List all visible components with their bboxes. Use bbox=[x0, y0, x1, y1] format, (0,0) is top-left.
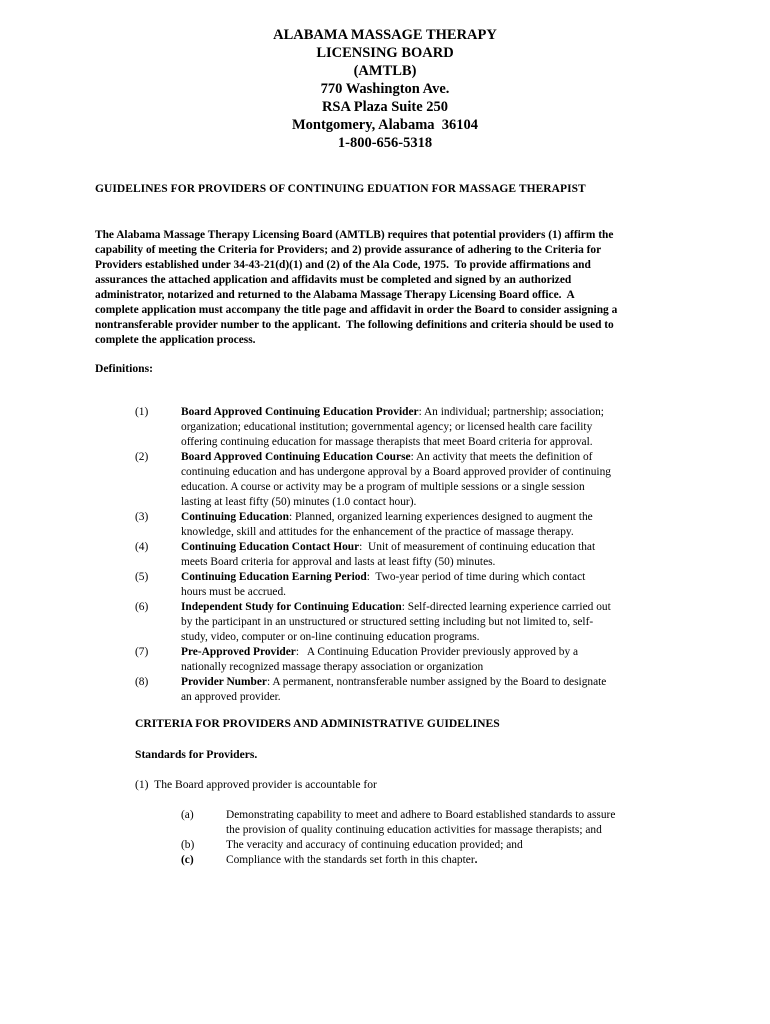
definition-text: : Planned, organized learning experiences designed to augment the bbox=[288, 511, 593, 523]
definition-term: Continuing Education Contact Hour bbox=[181, 541, 360, 553]
definition-item bbox=[0, 675, 770, 705]
definition-number: (2) bbox=[135, 451, 149, 463]
sub-item bbox=[0, 808, 770, 838]
standard-sub-list bbox=[0, 808, 770, 868]
header-line: ALABAMA MASSAGE THERAPY bbox=[273, 27, 497, 43]
definition-line: nationally recognized massage therapy association or organization bbox=[181, 661, 484, 673]
definition-line: hours must be accrued. bbox=[181, 586, 287, 598]
definition-item bbox=[0, 405, 770, 450]
standard-item: (1) The Board approved provider is accountable for bbox=[135, 778, 377, 791]
definition-item bbox=[0, 600, 770, 645]
header-line: (AMTLB) bbox=[353, 63, 417, 79]
definition-term: Independent Study for Continuing Education bbox=[181, 601, 402, 613]
definition-term: Board Approved Continuing Education Provider bbox=[181, 406, 419, 418]
header-line: RSA Plaza Suite 250 bbox=[321, 99, 449, 115]
definition-item bbox=[0, 510, 770, 540]
intro-line: The Alabama Massage Therapy Licensing Board (AMTLB) requires that potential providers (1) affirm the bbox=[95, 229, 614, 241]
sub-item-line: the provision of quality continuing education activities for massage therapists; and bbox=[226, 824, 602, 836]
header-line: Montgomery, Alabama 36104 bbox=[291, 117, 479, 133]
definition-term: Continuing Education bbox=[181, 511, 289, 523]
definition-line: study, video, computer or on-line continuing education programs. bbox=[181, 631, 480, 643]
sub-item bbox=[0, 853, 770, 868]
definition-line: education. A course or activity may be a program of multiple sessions or a single session bbox=[181, 481, 585, 493]
standards-heading: Standards for Providers. bbox=[135, 748, 258, 761]
sub-item-line: The veracity and accuracy of continuing education provided; and bbox=[226, 839, 523, 851]
definition-number: (4) bbox=[135, 541, 149, 553]
header-line: LICENSING BOARD bbox=[316, 45, 454, 61]
intro-line: administrator, notarized and returned to the Alabama Massage Therapy Licensing Board office. A bbox=[95, 289, 575, 301]
sub-item-line: Demonstrating capability to meet and adhere to Board established standards to assure bbox=[226, 809, 616, 821]
definition-term: Continuing Education Earning Period bbox=[181, 571, 367, 583]
definition-line: lasting at least fifty (50) minutes (1.0 contact hour). bbox=[181, 496, 417, 508]
definition-term: Board Approved Continuing Education Course bbox=[181, 451, 411, 463]
intro-line: capability of meeting the Criteria for Providers; and 2) provide assurance of adhering to the Criteria for bbox=[95, 244, 602, 256]
definition-item bbox=[0, 570, 770, 600]
definition-text: : A Continuing Education Provider previously approved by a bbox=[295, 646, 579, 658]
intro-line: Providers established under 34-43-21(d)(1) and (2) of the Ala Code, 1975. To provide affirmations and bbox=[95, 259, 591, 271]
definition-text: : Two-year period of time during which contact bbox=[366, 571, 586, 583]
definitions-heading: Definitions: bbox=[95, 362, 153, 375]
definition-term: Pre-Approved Provider bbox=[181, 646, 296, 658]
definitions-list bbox=[0, 405, 770, 705]
intro-line: complete application must accompany the title page and affidavit in order the Board to consider assigning a bbox=[95, 304, 618, 316]
sub-item-line: Compliance with the standards set forth in this chapter bbox=[226, 854, 475, 866]
guidelines-title: GUIDELINES FOR PROVIDERS OF CONTINUING EDUATION FOR MASSAGE THERAPIST bbox=[95, 183, 586, 195]
definition-number: (5) bbox=[135, 571, 149, 583]
definition-number: (3) bbox=[135, 511, 149, 523]
sub-item-letter: (b) bbox=[181, 839, 195, 851]
definition-text: : Self-directed learning experience carried out bbox=[401, 601, 611, 613]
sub-item-letter: (c) bbox=[181, 854, 194, 866]
definition-line: knowledge, skill and attitudes for the enhancement of the practice of massage therapy. bbox=[181, 526, 574, 538]
definition-line: continuing education and has undergone approval by a Board approved provider of continuing bbox=[181, 466, 611, 478]
definition-item bbox=[0, 540, 770, 570]
sub-item bbox=[0, 838, 770, 853]
intro-line: assurances the attached application and affidavits must be completed and signed by an authorized bbox=[95, 274, 572, 286]
definition-text: : An individual; partnership; association; bbox=[418, 406, 604, 418]
sub-item-letter: (a) bbox=[181, 809, 194, 821]
header-line: 770 Washington Ave. bbox=[320, 81, 450, 97]
definition-number: (1) bbox=[135, 406, 149, 418]
definition-number: (7) bbox=[135, 646, 149, 658]
definition-line: by the participant in an unstructured or structured setting including but not limited to, self- bbox=[181, 616, 594, 628]
intro-line: nontransferable provider number to the applicant. The following definitions and criteria should be used to bbox=[95, 319, 614, 331]
definition-line: offering continuing education for massage therapists that meet Board criteria for approval. bbox=[181, 436, 593, 448]
definition-line: organization; educational institution; governmental agency; or licensed health care facility bbox=[181, 421, 593, 433]
definition-item bbox=[0, 645, 770, 675]
intro-line: complete the application process. bbox=[95, 334, 256, 346]
header-line: 1-800-656-5318 bbox=[337, 135, 433, 151]
board-header bbox=[0, 26, 770, 152]
definition-line: meets Board criteria for approval and lasts at least fifty (50) minutes. bbox=[181, 556, 496, 568]
criteria-heading: CRITERIA FOR PROVIDERS AND ADMINISTRATIVE GUIDELINES bbox=[135, 717, 500, 730]
definition-number: (6) bbox=[135, 601, 149, 613]
sub-item-period: . bbox=[474, 854, 478, 866]
definition-number: (8) bbox=[135, 676, 149, 688]
definition-text: : A permanent, nontransferable number assigned by the Board to designate bbox=[266, 676, 607, 688]
definition-line: an approved provider. bbox=[181, 691, 281, 703]
definition-term: Provider Number bbox=[181, 676, 267, 688]
definition-text: : Unit of measurement of continuing education that bbox=[359, 541, 596, 553]
definition-text: : An activity that meets the definition of bbox=[410, 451, 593, 463]
intro-paragraph bbox=[95, 228, 685, 348]
definition-item bbox=[0, 450, 770, 510]
